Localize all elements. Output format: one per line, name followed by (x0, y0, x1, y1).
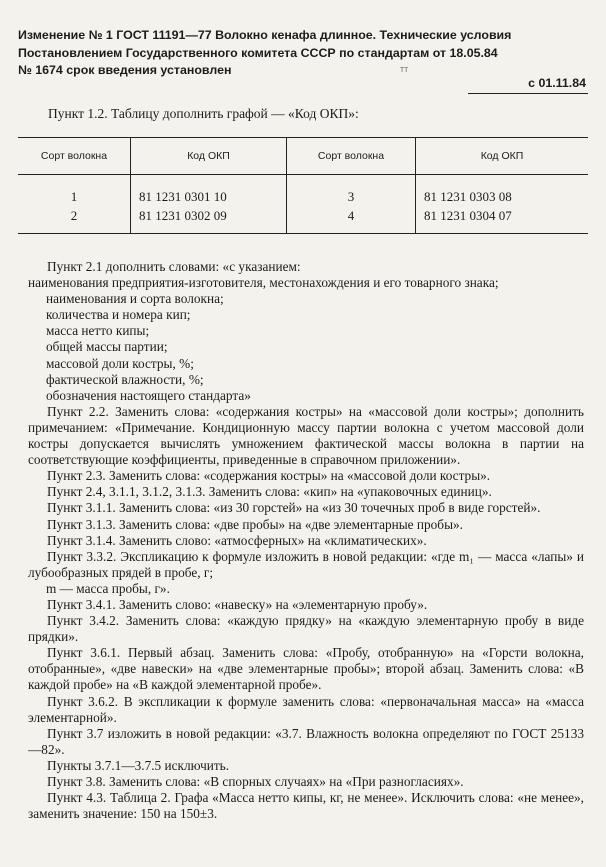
resolution-line: Постановлением Государственного комитета СССР по стандартам от 18.05.84 (18, 46, 498, 60)
amendment-paragraph: масса нетто кипы; (46, 323, 150, 339)
amendment-paragraph: Пункт 3.1.1. Заменить слова: «из 30 горстей» на «из 30 точечных проб в виде горстей». (47, 500, 541, 516)
amendment-paragraph: Пункт 3.1.3. Заменить слова: «две пробы» на «две элементарные пробы». (47, 516, 463, 532)
table-row (18, 175, 588, 207)
amendment-paragraph: Пункт 2.2. Заменить слова: «содержания костры» на «массовой доли костры»; дополнить примечанием: «Примечание. Кондиционную массу партии волокна с учетом массовой доли костры допускается вычислять умножением фактической массы волокна в партии на соответствующие коэффициенты, приведенные в справочном приложении». (28, 403, 584, 468)
amendment-paragraph: Пункт 3.4.2. Заменить слова: «каждую прядку» на «каждую элементарную пробу в виде прядки». (28, 613, 584, 645)
amendment-paragraph: Пункт 2.4, 3.1.1, 3.1.2, 3.1.3. Заменить слова: «кип» на «упаковочных единиц». (47, 484, 492, 500)
amendment-paragraph: массовой доли костры, %; (46, 355, 194, 371)
kod-cell: 81 1231 0301 10 (131, 175, 287, 207)
table-row (18, 206, 588, 234)
amendment-paragraph: наименования и сорта волокна; (46, 291, 224, 307)
amendment-paragraph: наименования предприятия-изготовителя, местонахождения и его товарного знака; (28, 275, 499, 291)
amendment-paragraph: Пункт 4.3. Таблица 2. Графа «Масса нетто кипы, кг, не менее». Исключить слова: «не менее», заменить значение: 150 на 150±3. (28, 790, 584, 822)
okp-table (18, 137, 588, 234)
amendment-paragraph: фактической влажности, %; (46, 371, 204, 387)
kod-cell: 81 1231 0304 07 (416, 206, 589, 234)
amendment-body (28, 259, 584, 822)
sort-cell: 3 (287, 175, 416, 207)
amendment-paragraph: Пункт 2.1 дополнить словами: «с указанием: (47, 259, 301, 274)
amendment-paragraph: Пункт 3.8. Заменить слова: «В спорных случаях» на «При разногласиях». (47, 774, 464, 789)
header-sort-2: Сорт волокна (287, 138, 416, 175)
table-intro: Пункт 1.2. Таблицу дополнить графой — «Код ОКП»: (48, 106, 359, 121)
date-underline (468, 93, 588, 94)
amendment-paragraph: Пункт 3.7 изложить в новой редакции: «3.7. Влажность волокна определяют по ГОСТ 25133—82». (28, 725, 584, 757)
amendment-paragraph: обозначения настоящего стандарта» (46, 387, 251, 403)
amendment-paragraph: Пункты 3.7.1—3.7.5 исключить. (47, 757, 230, 773)
table-header-row (18, 138, 588, 175)
header-kod-2: Код ОКП (416, 138, 589, 175)
header-kod-1: Код ОКП (131, 138, 287, 175)
amendment-paragraph: количества и номера кип; (46, 307, 191, 323)
amendment-paragraph: Пункт 2.3. Заменить слова: «содержания костры» на «массовой доли костры». (47, 468, 491, 484)
sort-cell: 2 (18, 206, 131, 234)
amendment-paragraph: m — масса пробы, г». (46, 580, 170, 596)
print-mark: тт (400, 64, 409, 74)
sort-cell: 4 (287, 206, 416, 234)
amendment-paragraph: Пункт 3.4.1. Заменить слово: «навеску» на «элементарную пробу». (47, 596, 428, 612)
sort-cell: 1 (70, 188, 78, 204)
amendment-paragraph: Пункт 3.3.2. Экспликацию к формуле изложить в новой редакции: «где m₁ — масса «лапы» и лубообразных прядей в пробе, г; (28, 548, 584, 580)
header-sort-1: Сорт волокна (18, 138, 131, 175)
resolution-number-line: № 1674 срок введения установлен (18, 63, 232, 77)
kod-cell: 81 1231 0302 09 (131, 206, 287, 234)
amendment-paragraph: Пункт 3.1.4. Заменить слово: «атмосферных» на «климатических». (47, 532, 427, 548)
effective-date: с 01.11.84 (528, 76, 586, 90)
amendment-title: Изменение № 1 ГОСТ 11191—77 Волокно кенафа длинное. Технические условия (18, 28, 512, 42)
amendment-paragraph: общей массы партии; (46, 339, 168, 355)
kod-cell: 81 1231 0303 08 (416, 175, 589, 207)
amendment-paragraph: Пункт 3.6.2. В экспликации к формуле заменить слова: «первоначальная масса» на «масса элементарной». (28, 693, 584, 725)
amendment-paragraph: Пункт 3.6.1. Первый абзац. Заменить слова: «Пробу, отобранную» на «Горсти волокна, отобранные», «две навески» на «две элементарные пробы»; второй абзац. Заменить слова: «В каждой пробе» на «В каждой элементарной пробе». (28, 645, 584, 693)
